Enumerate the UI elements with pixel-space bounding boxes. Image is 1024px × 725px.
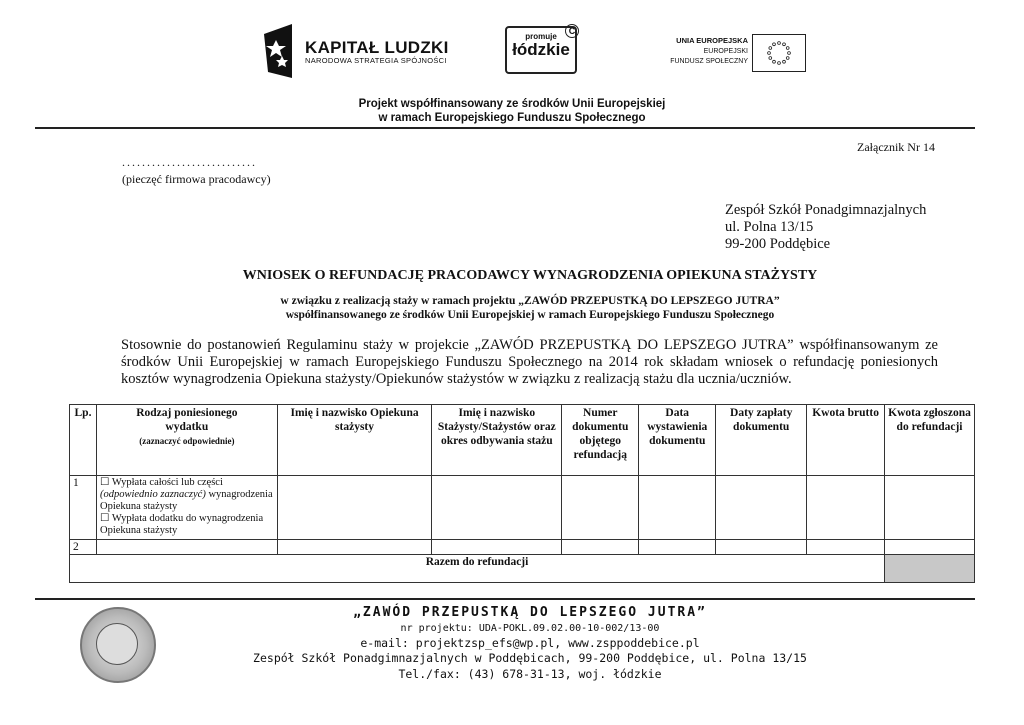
row2-tutor[interactable]: [277, 540, 432, 555]
header-tutor-name: Imię i nazwisko Opiekuna stażysty: [277, 405, 432, 476]
footer-project-number: nr projektu: UDA-POKL.09.02.00-10-002/13-00: [400, 623, 660, 634]
total-label: Razem do refundacji: [70, 555, 885, 583]
address-line-2: ul. Polna 13/15: [725, 219, 814, 235]
row1-issue[interactable]: [639, 476, 716, 540]
row1-docnum[interactable]: [562, 476, 639, 540]
stamp-dotted-line: ...........................: [122, 155, 257, 169]
copyright-mark: C: [565, 24, 579, 38]
footer-email: e-mail: projektzsp_efs@wp.pl, www.zsppoddebice.pl: [360, 636, 700, 650]
option-tutor-1: Opiekuna stażysty: [99, 501, 178, 512]
table-row: [70, 540, 975, 555]
lodzkie-small-text: promuje: [525, 32, 557, 41]
row1-lp: 1: [70, 476, 97, 540]
recipient-address: [725, 202, 926, 253]
row2-docnum[interactable]: [562, 540, 639, 555]
eu-logo-text: [668, 36, 748, 67]
checkbox-full-payment[interactable]: ☐: [99, 477, 110, 488]
footer-phone: Tel./fax: (43) 678-31-13, woj. łódzkie: [398, 667, 662, 681]
row2-paydate[interactable]: [716, 540, 807, 555]
header-payment-dates: Daty zapłaty dokumentu: [716, 405, 807, 476]
eu-line-2: EUROPEJSKI: [703, 48, 748, 55]
row2-intern[interactable]: [432, 540, 562, 555]
row1-expense-type: [96, 476, 277, 540]
project-cofinancing-header: [0, 97, 1024, 125]
header-intern-name: Imię i nazwisko Stażysty/Stażystów oraz okres odbywania stażu: [432, 405, 562, 476]
document-title: WNIOSEK O REFUNDACJĘ PRACODAWCY WYNAGRODZENIA OPIEKUNA STAŻYSTY: [242, 268, 818, 283]
header-lp: Lp.: [70, 405, 97, 476]
option-tutor-2: Opiekuna stażysty: [99, 525, 178, 536]
header-issue-date: Data wystawienia dokumentu: [639, 405, 716, 476]
row1-refund[interactable]: [885, 476, 975, 540]
header-gross-amount: Kwota brutto: [807, 405, 885, 476]
checkbox-bonus-payment[interactable]: ☐: [99, 513, 110, 524]
row1-intern[interactable]: [432, 476, 562, 540]
option-note: (odpowiednio zaznaczyć): [99, 489, 206, 500]
total-row: [70, 555, 975, 583]
subtitle-line-1: w związku z realizacją staży w ramach projektu „ZAWÓD PRZEPUSTKĄ DO LEPSZEGO JUTRA”: [280, 295, 780, 307]
stamp-label: (pieczęć firmowa pracodawcy): [122, 172, 271, 186]
header-refund-amount: Kwota zgłoszona do refundacji: [885, 405, 975, 476]
row1-gross[interactable]: [807, 476, 885, 540]
request-paragraph: Stosownie do postanowień Regulaminu staży w projekcie „ZAWÓD PRZEPUSTKĄ DO LEPSZEGO JUTRA” współfinansowanym ze środków Unii Europejskiej w ramach Europejskiego Funduszu Społecznego na 2014 rok składam wniosek o refundację poniesionych kosztów wynagrodzenia Opiekuna stażysty/Opiekunów stażystów w związku z realizacją stażu dla ucznia/uczniów.: [121, 337, 938, 387]
header-divider: [35, 127, 975, 129]
eu-flag-icon: [752, 34, 806, 72]
eu-line-3: FUNDUSZ SPOŁECZNY: [670, 58, 748, 65]
header-expense-type: [96, 405, 277, 476]
lodzkie-big-text: łódzkie: [512, 40, 570, 59]
row1-tutor[interactable]: [277, 476, 432, 540]
kapital-ludzki-subtitle: NARODOWA STRATEGIA SPÓJNOŚCI: [305, 56, 447, 65]
row2-expense-type[interactable]: [96, 540, 277, 555]
row1-paydate[interactable]: [716, 476, 807, 540]
row2-lp: 2: [70, 540, 97, 555]
table-row: [70, 476, 975, 540]
attachment-number: Załącznik Nr 14: [857, 140, 935, 154]
address-line-3: 99-200 Poddębice: [725, 236, 831, 252]
project-line-1: Projekt współfinansowany ze środków Unii Europejskiej: [358, 98, 666, 110]
kapital-ludzki-title: KAPITAŁ LUDZKI: [305, 38, 449, 57]
project-line-2: w ramach Europejskiego Funduszu Społecznego: [378, 112, 646, 124]
option-full-payment: Wypłata całości lub części: [111, 477, 223, 488]
table-header-row: [70, 405, 975, 476]
document-subtitle: [0, 294, 1024, 322]
header-expense-type-line1: Rodzaj poniesionego: [136, 407, 238, 419]
footer-project-title: „ZAWÓD PRZEPUSTKĄ DO LEPSZEGO JUTRA”: [353, 605, 707, 620]
header-document-number: Numer dokumentu objętego refundacją: [562, 405, 639, 476]
footer-school-address: Zespół Szkół Ponadgimnazjalnych w Poddębicach, 99-200 Poddębice, ul. Polna 13/15: [253, 651, 807, 665]
refund-table: [69, 404, 975, 583]
footer-divider: [35, 598, 975, 600]
row2-gross[interactable]: [807, 540, 885, 555]
option-remuneration: wynagrodzenia: [208, 489, 273, 500]
header-expense-type-line2: wydatku: [165, 421, 209, 433]
header-expense-type-note: (zaznaczyć odpowiednie): [139, 436, 235, 446]
subtitle-line-2: współfinansowanego ze środków Unii Europejskiej w ramach Europejskiego Funduszu Społecznego: [285, 309, 775, 321]
eu-line-1: UNIA EUROPEJSKA: [676, 36, 748, 45]
row2-issue[interactable]: [639, 540, 716, 555]
row2-refund[interactable]: [885, 540, 975, 555]
total-refund-cell[interactable]: [885, 555, 975, 583]
option-bonus-payment: Wypłata dodatku do wynagrodzenia: [111, 513, 264, 524]
address-line-1: Zespół Szkół Ponadgimnazjalnych: [725, 202, 927, 218]
